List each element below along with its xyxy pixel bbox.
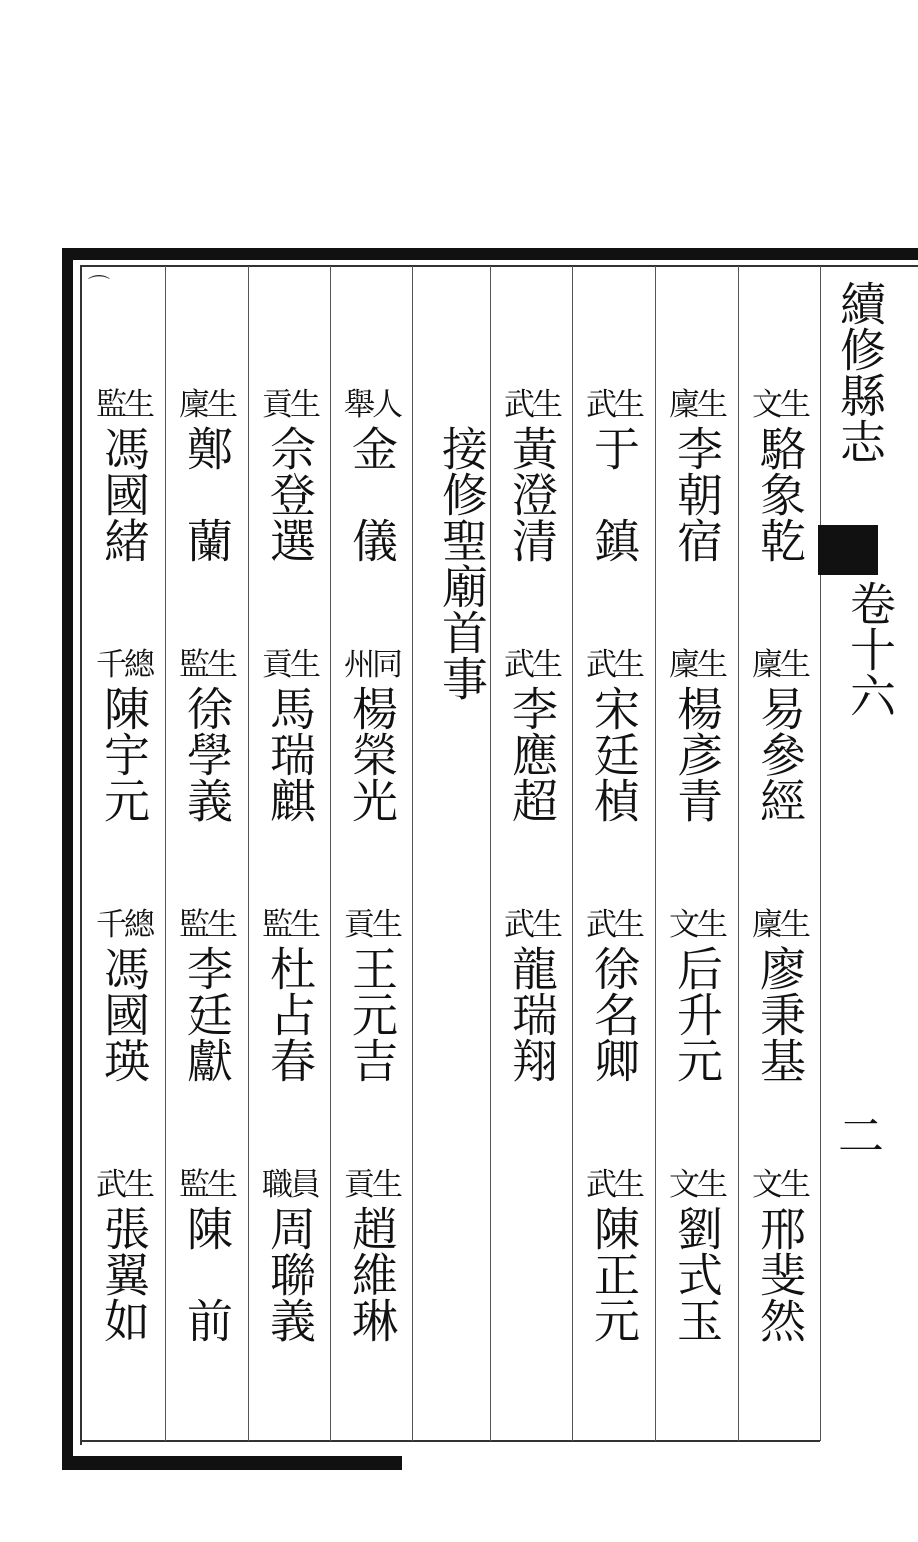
section-heading: 接修聖廟首事 bbox=[435, 425, 489, 701]
person-name: 張翼如 bbox=[97, 1205, 151, 1343]
person-name: 黃澄清 bbox=[505, 425, 559, 563]
entry bbox=[249, 385, 331, 563]
entry bbox=[739, 385, 821, 563]
rank-label: 生監 bbox=[262, 907, 318, 943]
border-bottom bbox=[62, 1456, 402, 1470]
entry bbox=[166, 385, 248, 563]
entry bbox=[83, 385, 165, 563]
person-name: 易參經 bbox=[753, 685, 807, 823]
entry bbox=[573, 645, 655, 823]
entry bbox=[331, 385, 413, 563]
entry bbox=[331, 905, 413, 1083]
person-name: 李廷獻 bbox=[180, 945, 234, 1083]
entry bbox=[656, 645, 738, 823]
entry bbox=[331, 1165, 413, 1343]
rank-label: 生監 bbox=[179, 907, 235, 943]
book-title: 續修縣志 bbox=[833, 280, 887, 464]
entry bbox=[739, 905, 821, 1083]
rank-label: 生武 bbox=[586, 647, 642, 683]
rank-label: 生貢 bbox=[344, 907, 400, 943]
person-name: 金 儀 bbox=[345, 425, 399, 563]
volume-label: 卷十六 bbox=[843, 580, 897, 718]
person-name: 馮國緒 bbox=[97, 425, 151, 563]
person-name: 馮國瑛 bbox=[97, 945, 151, 1083]
inner-border-top bbox=[80, 265, 918, 267]
person-name: 陳 前 bbox=[180, 1205, 234, 1343]
rank-label: 生武 bbox=[586, 907, 642, 943]
person-name: 于 鎮 bbox=[587, 425, 641, 563]
person-name: 宋廷楨 bbox=[587, 685, 641, 823]
person-name: 駱象乾 bbox=[753, 425, 807, 563]
person-name: 王元吉 bbox=[345, 945, 399, 1083]
person-name: 后升元 bbox=[670, 945, 724, 1083]
person-name: 趙維琳 bbox=[345, 1205, 399, 1343]
entry bbox=[166, 645, 248, 823]
person-name: 廖秉基 bbox=[753, 945, 807, 1083]
rank-label: 生監 bbox=[96, 387, 152, 423]
rank-label: 人舉 bbox=[344, 387, 400, 423]
rank-label: 生文 bbox=[669, 907, 725, 943]
entry bbox=[331, 645, 413, 823]
rank-label: 生廩 bbox=[669, 647, 725, 683]
rank-label: 生文 bbox=[752, 1167, 808, 1203]
rank-label: 生貢 bbox=[262, 387, 318, 423]
rank-label: 生武 bbox=[504, 647, 560, 683]
person-name: 龍瑞翔 bbox=[505, 945, 559, 1083]
person-name: 楊彥青 bbox=[670, 685, 724, 823]
rank-label: 生武 bbox=[504, 387, 560, 423]
rank-label: 員職 bbox=[262, 1167, 318, 1203]
entry bbox=[491, 385, 573, 563]
rank-label: 生廩 bbox=[752, 647, 808, 683]
corner-mark: ⌒ bbox=[88, 275, 111, 300]
entry bbox=[656, 1165, 738, 1343]
rank-label: 生監 bbox=[179, 1167, 235, 1203]
person-name: 杜占春 bbox=[263, 945, 317, 1083]
entry bbox=[166, 905, 248, 1083]
person-name: 徐學義 bbox=[180, 685, 234, 823]
entry bbox=[83, 905, 165, 1083]
rank-label: 生武 bbox=[504, 907, 560, 943]
person-name: 楊榮光 bbox=[345, 685, 399, 823]
rank-label: 生文 bbox=[752, 387, 808, 423]
person-name: 周聯義 bbox=[263, 1205, 317, 1343]
person-name: 鄭 蘭 bbox=[180, 425, 234, 563]
entry bbox=[739, 1165, 821, 1343]
entry bbox=[573, 385, 655, 563]
rank-label: 生文 bbox=[669, 1167, 725, 1203]
entry bbox=[83, 645, 165, 823]
inner-border-bottom bbox=[80, 1440, 820, 1442]
rank-label: 總千 bbox=[96, 647, 152, 683]
rank-label: 生武 bbox=[586, 1167, 642, 1203]
border-top bbox=[62, 248, 918, 260]
entry bbox=[83, 1165, 165, 1343]
person-name: 李應超 bbox=[505, 685, 559, 823]
person-name: 李朝宿 bbox=[670, 425, 724, 563]
person-name: 馬瑞麒 bbox=[263, 685, 317, 823]
inner-border-left bbox=[80, 265, 82, 1445]
entry bbox=[249, 645, 331, 823]
rank-label: 總千 bbox=[96, 907, 152, 943]
person-name: 徐名卿 bbox=[587, 945, 641, 1083]
border-left bbox=[62, 256, 73, 1464]
person-name: 陳宇元 bbox=[97, 685, 151, 823]
entry bbox=[491, 905, 573, 1083]
person-name: 邢斐然 bbox=[753, 1205, 807, 1343]
rank-label: 生貢 bbox=[344, 1167, 400, 1203]
entry bbox=[739, 645, 821, 823]
rank-label: 生廩 bbox=[752, 907, 808, 943]
rank-label: 同州 bbox=[344, 647, 400, 683]
person-name: 陳正元 bbox=[587, 1205, 641, 1343]
fishtail-mark bbox=[818, 525, 878, 575]
entry bbox=[573, 1165, 655, 1343]
entry bbox=[491, 645, 573, 823]
entry bbox=[166, 1165, 248, 1343]
page-number: 二 bbox=[838, 1109, 884, 1163]
entry bbox=[573, 905, 655, 1083]
rank-label: 生武 bbox=[586, 387, 642, 423]
rank-label: 生廩 bbox=[179, 387, 235, 423]
rank-label: 生貢 bbox=[262, 647, 318, 683]
entry bbox=[656, 905, 738, 1083]
entry bbox=[656, 385, 738, 563]
entry bbox=[249, 905, 331, 1083]
person-name: 佘登選 bbox=[263, 425, 317, 563]
entry bbox=[249, 1165, 331, 1343]
person-name: 劉式玉 bbox=[670, 1205, 724, 1343]
rank-label: 生監 bbox=[179, 647, 235, 683]
rank-label: 生武 bbox=[96, 1167, 152, 1203]
rank-label: 生廩 bbox=[669, 387, 725, 423]
